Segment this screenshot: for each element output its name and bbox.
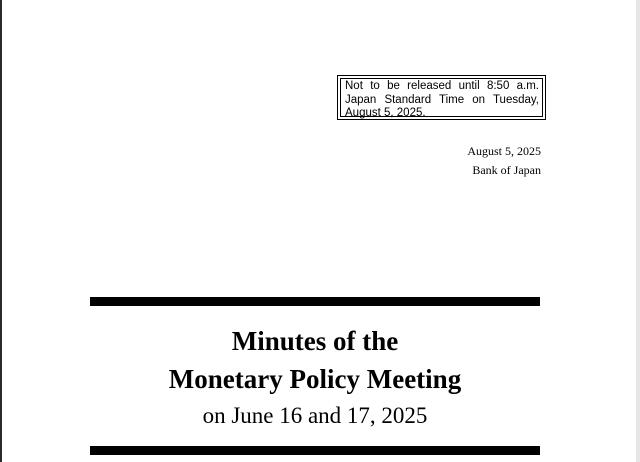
page-left-edge <box>0 0 2 462</box>
title-bottom-rule <box>90 446 540 455</box>
title-top-rule <box>90 297 540 306</box>
title-line-1: Minutes of the <box>231 326 399 356</box>
page-right-edge <box>636 0 640 462</box>
release-notice-inner <box>340 78 543 117</box>
issuing-organization: Bank of Japan <box>472 163 541 177</box>
header-date-block <box>467 142 541 180</box>
title-subtitle: on June 16 and 17, 2025 <box>202 403 428 428</box>
document-date: August 5, 2025 <box>467 144 541 158</box>
title-line-2: Monetary Policy Meeting <box>168 364 462 394</box>
release-notice-line-3: August 5, 2025. <box>345 107 426 119</box>
release-notice-line-1: Not to be released until 8:50 a.m. <box>345 80 539 92</box>
release-notice-box <box>337 75 546 120</box>
release-notice-line-2: Japan Standard Time on Tuesday, <box>345 93 539 106</box>
document-title <box>90 322 540 434</box>
